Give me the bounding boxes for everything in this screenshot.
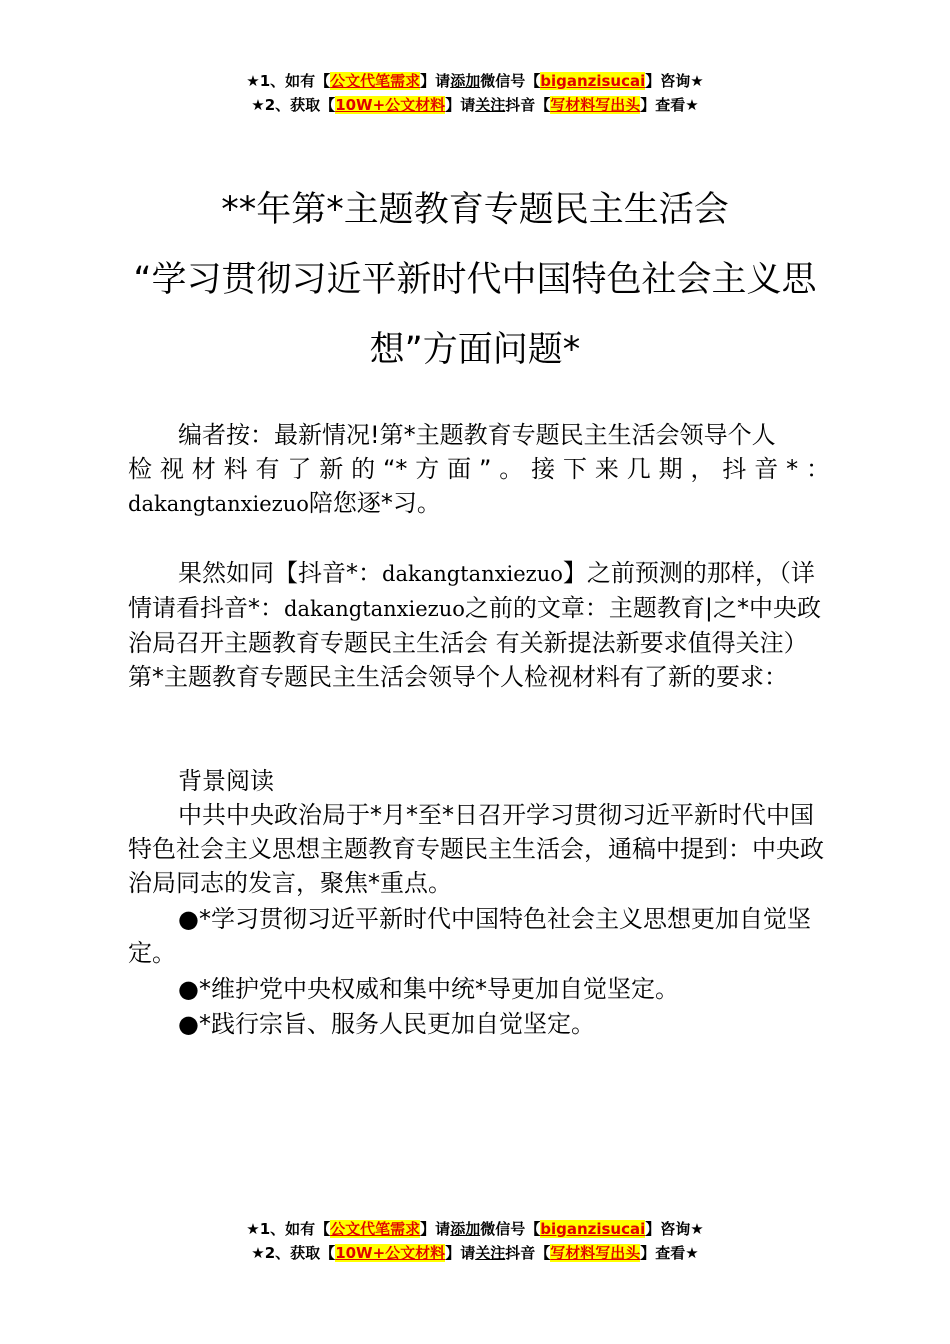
intro-text: 之前的文章：主题教育|之*中央政治局召开主题教育专题民主生活会 有关新提法新要求值得关注）第*主题教育专题民主生活会领导个人检视材料有了新的要求： <box>128 594 821 691</box>
bullet-item-3: ●*践行宗旨、服务人民更加自觉坚定。 <box>178 1010 595 1038</box>
intro-text: 果然如同【抖音*： <box>178 559 382 587</box>
editor-note-line-2: 检视材料有了新的“*方面”。接下来几期，抖音*： <box>128 455 830 483</box>
promo-text: 】咨询★ <box>645 72 704 90</box>
document-title-line-2: “学习贯彻习近平新时代中国特色社会主义思 <box>133 260 817 300</box>
douyin-handle: dakangtanxiezuo <box>382 562 563 586</box>
promo-text: 抖音【 <box>505 96 551 114</box>
intro-paragraph <box>128 556 830 694</box>
footer-promo-line-1 <box>0 1219 950 1239</box>
footer-promo-line-2 <box>0 1243 950 1263</box>
promo-text: ★2、获取【 <box>251 96 336 114</box>
promo-underline-add: 添加 <box>450 72 481 90</box>
editor-note-line-1: 编者按：最新情况!第*主题教育专题民主生活会领导个人 <box>178 421 776 449</box>
promo-text: 】查看★ <box>640 96 699 114</box>
promo-text: 微信号【 <box>480 72 541 90</box>
promo-text: 】请 <box>420 72 451 90</box>
promo-underline-add: 添加 <box>450 1220 481 1238</box>
bullet-item-1: ●*学习贯彻习近平新时代中国特色社会主义思想更加自觉坚定。 <box>128 905 811 967</box>
promo-underline-follow: 关注 <box>475 96 506 114</box>
document-title-line-3: 想”方面问题* <box>369 330 581 370</box>
promo-text: 】查看★ <box>640 1244 699 1262</box>
promo-highlight-materials: 10W+公文材料 <box>335 1244 446 1262</box>
editor-note-line-3 <box>128 486 830 521</box>
promo-text: 微信号【 <box>480 1220 541 1238</box>
promo-highlight-douyin: 写材料写出头 <box>550 96 641 114</box>
promo-text: ★1、如有【 <box>246 72 331 90</box>
douyin-handle: dakangtanxiezuo <box>284 597 465 621</box>
promo-highlight-service: 公文代笔需求 <box>330 1220 421 1238</box>
document-title-line-1: **年第*主题教育专题民主生活会 <box>221 190 729 230</box>
promo-highlight-wechat-id: biganzisucai <box>540 72 646 90</box>
douyin-handle: dakangtanxiezuo <box>128 492 309 516</box>
header-promo-line-2 <box>0 95 950 115</box>
promo-text: 】咨询★ <box>645 1220 704 1238</box>
promo-text: ★1、如有【 <box>246 1220 331 1238</box>
promo-highlight-douyin: 写材料写出头 <box>550 1244 641 1262</box>
promo-text: ★2、获取【 <box>251 1244 336 1262</box>
promo-highlight-wechat-id: biganzisucai <box>540 1220 646 1238</box>
header-promo-line-1 <box>0 71 950 91</box>
background-heading: 背景阅读 <box>178 767 274 795</box>
promo-text: 】请 <box>445 1244 476 1262</box>
promo-text: 抖音【 <box>505 1244 551 1262</box>
promo-text: 】请 <box>445 96 476 114</box>
promo-text: 】请 <box>420 1220 451 1238</box>
promo-highlight-service: 公文代笔需求 <box>330 72 421 90</box>
intro-text: 】之前预测的那样，（详情请看抖音*： <box>128 559 815 622</box>
bullet-item-2: ●*维护党中央权威和集中统*导更加自觉坚定。 <box>178 975 679 1003</box>
background-paragraph: 中共中央政治局于*月*至*日召开学习贯彻习近平新时代中国特色社会主义思想主题教育专题民主生活会，通稿中提到：中央政治局同志的发言，聚焦*重点。 <box>128 801 824 897</box>
promo-highlight-materials: 10W+公文材料 <box>335 96 446 114</box>
promo-underline-follow: 关注 <box>475 1244 506 1262</box>
editor-note-text: 陪您逐*习。 <box>308 489 441 517</box>
